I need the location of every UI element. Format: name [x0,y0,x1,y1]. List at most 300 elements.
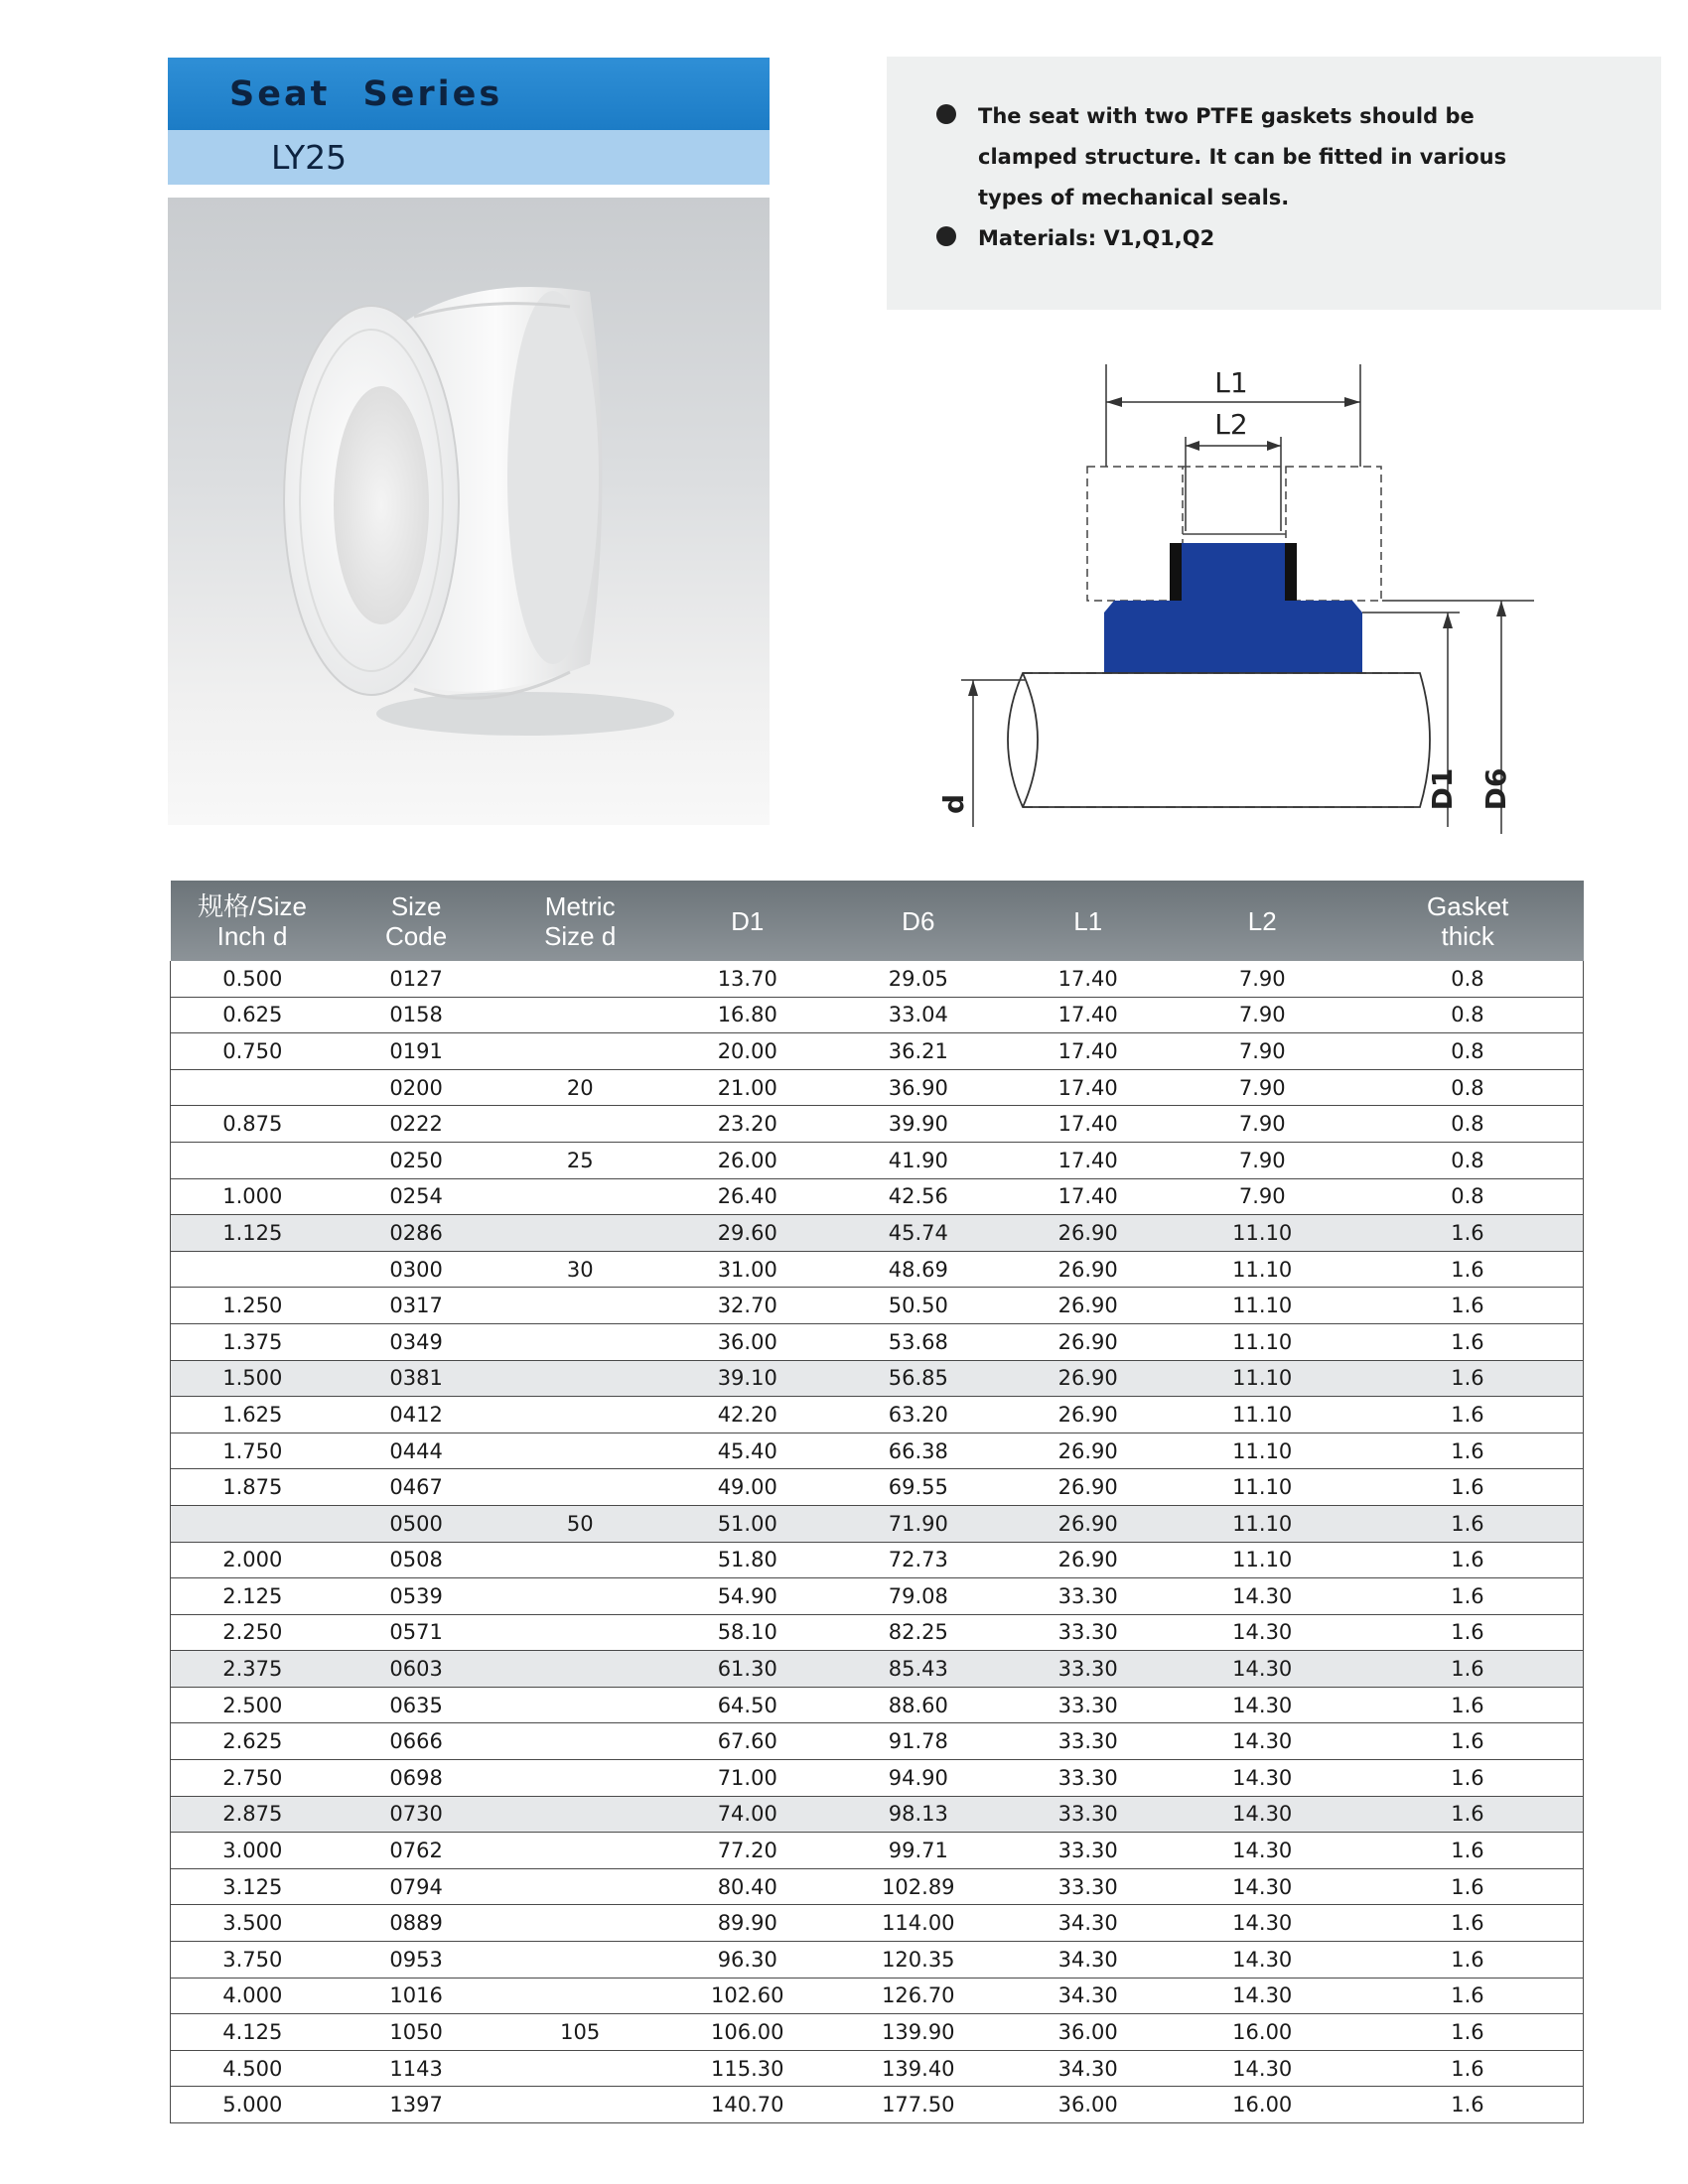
cell-d1: 96.30 [662,1942,833,1979]
cell-metric-size [498,2087,662,2123]
arrow-icon [1344,397,1360,407]
header-line: Inch d [216,920,288,951]
cell-size-code: 0730 [335,1796,498,1833]
cell-gasket-thick: 1.6 [1352,1360,1584,1397]
cell-l1: 33.30 [1004,1614,1173,1651]
table-row [171,1760,1584,1797]
cell-d1: 23.20 [662,1106,833,1143]
cell-l2: 14.30 [1173,1614,1352,1651]
cell-size-code: 0571 [335,1614,498,1651]
product-photo [168,198,770,825]
cell-inch-size: 3.750 [171,1942,335,1979]
cell-d1: 140.70 [662,2087,833,2123]
cell-inch-size: 4.125 [171,2014,335,2051]
cell-l2: 11.10 [1173,1397,1352,1433]
cell-d6: 139.40 [833,2050,1004,2087]
cell-d1: 67.60 [662,1723,833,1760]
cell-l2: 11.10 [1173,1251,1352,1288]
cell-l2: 7.90 [1173,961,1352,997]
cell-d1: 36.00 [662,1323,833,1360]
cell-inch-size: 0.875 [171,1106,335,1143]
series-banner [168,58,770,185]
cell-size-code: 0508 [335,1542,498,1578]
cell-metric-size: 105 [498,2014,662,2051]
cell-gasket-thick: 0.8 [1352,1106,1584,1143]
table-row [171,1833,1584,1869]
header-line: Size d [544,920,617,951]
arrow-icon [1496,601,1506,616]
cell-size-code: 0603 [335,1651,498,1688]
cell-d6: 94.90 [833,1760,1004,1797]
table-row [171,1505,1584,1542]
cell-gasket-thick: 1.6 [1352,1833,1584,1869]
cross-section-svg [933,352,1549,849]
cell-d1: 39.10 [662,1360,833,1397]
cell-metric-size: 50 [498,1505,662,1542]
cell-inch-size: 2.875 [171,1796,335,1833]
cell-size-code: 0467 [335,1469,498,1506]
description-item [936,96,1661,218]
cell-size-code: 1143 [335,2050,498,2087]
cell-l1: 26.90 [1004,1251,1173,1288]
series-title-bar [168,58,770,130]
arrow-icon [968,680,978,696]
arrow-icon [1106,397,1122,407]
cell-d1: 74.00 [662,1796,833,1833]
cell-inch-size: 1.000 [171,1178,335,1215]
header-d1: D1 [662,881,833,961]
cell-l2: 11.10 [1173,1323,1352,1360]
table-row [171,961,1584,997]
cell-d1: 13.70 [662,961,833,997]
cell-d6: 36.21 [833,1033,1004,1070]
cell-d1: 45.40 [662,1433,833,1469]
cell-d1: 51.80 [662,1542,833,1578]
cell-gasket-thick: 1.6 [1352,1942,1584,1979]
cell-d6: 41.90 [833,1142,1004,1178]
cell-inch-size: 3.000 [171,1833,335,1869]
cell-gasket-thick: 0.8 [1352,1178,1584,1215]
cell-gasket-thick: 1.6 [1352,1251,1584,1288]
cell-size-code: 0635 [335,1687,498,1723]
cell-size-code: 0794 [335,1868,498,1905]
cell-metric-size [498,1323,662,1360]
cell-inch-size [171,1505,335,1542]
header-l2: L2 [1173,881,1352,961]
cell-l1: 17.40 [1004,997,1173,1033]
cell-size-code: 0381 [335,1360,498,1397]
cell-inch-size: 2.625 [171,1723,335,1760]
cell-gasket-thick: 1.6 [1352,1614,1584,1651]
cell-d6: 99.71 [833,1833,1004,1869]
cell-metric-size [498,1215,662,1252]
cell-d6: 91.78 [833,1723,1004,1760]
cell-gasket-thick: 1.6 [1352,1505,1584,1542]
cell-metric-size [498,1178,662,1215]
header-line: Size [390,890,442,921]
cell-gasket-thick: 1.6 [1352,1796,1584,1833]
model-name: LY25 [271,138,348,177]
cell-l1: 34.30 [1004,1978,1173,2014]
table-body [171,961,1584,2123]
description-item [936,218,1661,259]
table-row [171,1978,1584,2014]
cell-l1: 26.90 [1004,1323,1173,1360]
cell-d6: 79.08 [833,1578,1004,1615]
cell-metric-size [498,1106,662,1143]
cell-d1: 49.00 [662,1469,833,1506]
cell-inch-size: 1.250 [171,1288,335,1324]
table-row [171,1687,1584,1723]
cell-gasket-thick: 1.6 [1352,1288,1584,1324]
cell-size-code: 0127 [335,961,498,997]
cell-l1: 33.30 [1004,1868,1173,1905]
cell-l2: 16.00 [1173,2014,1352,2051]
cell-gasket-thick: 1.6 [1352,2014,1584,2051]
header-line: Gasket [1427,890,1509,921]
cell-size-code: 0762 [335,1833,498,1869]
table-row [171,1796,1584,1833]
cell-inch-size: 0.500 [171,961,335,997]
cell-l2: 7.90 [1173,1178,1352,1215]
cell-d1: 26.40 [662,1178,833,1215]
cell-inch-size: 2.375 [171,1651,335,1688]
cell-metric-size [498,1978,662,2014]
cell-gasket-thick: 0.8 [1352,997,1584,1033]
cell-gasket-thick: 1.6 [1352,1723,1584,1760]
cell-l1: 26.90 [1004,1505,1173,1542]
cell-l2: 14.30 [1173,2050,1352,2087]
seat-body [1104,543,1362,673]
bullet-icon [936,226,956,246]
cell-l2: 7.90 [1173,1033,1352,1070]
cell-l1: 26.90 [1004,1469,1173,1506]
table-row [171,2050,1584,2087]
cell-metric-size [498,1833,662,1869]
cell-size-code: 0317 [335,1288,498,1324]
cell-l2: 11.10 [1173,1469,1352,1506]
cell-gasket-thick: 0.8 [1352,1033,1584,1070]
table-row [171,1142,1584,1178]
cell-inch-size: 2.500 [171,1687,335,1723]
cell-l2: 14.30 [1173,1723,1352,1760]
cell-d1: 64.50 [662,1687,833,1723]
table-row [171,1651,1584,1688]
cell-size-code: 0254 [335,1178,498,1215]
table-row [171,1433,1584,1469]
cell-l1: 26.90 [1004,1215,1173,1252]
header-line: thick [1441,920,1494,951]
cell-inch-size: 0.625 [171,997,335,1033]
cell-l2: 7.90 [1173,1069,1352,1106]
cell-d1: 26.00 [662,1142,833,1178]
cell-inch-size: 2.125 [171,1578,335,1615]
cell-l2: 16.00 [1173,2087,1352,2123]
cell-inch-size: 2.000 [171,1542,335,1578]
cell-metric-size [498,1723,662,1760]
cell-l2: 7.90 [1173,1142,1352,1178]
cell-d1: 51.00 [662,1505,833,1542]
cell-gasket-thick: 1.6 [1352,1542,1584,1578]
cell-l1: 33.30 [1004,1796,1173,1833]
gasket-right [1285,543,1297,601]
cell-size-code: 0191 [335,1033,498,1070]
cell-gasket-thick: 1.6 [1352,1323,1584,1360]
cell-l1: 34.30 [1004,1905,1173,1942]
materials-text: Materials: V1,Q1,Q2 [978,226,1215,250]
cell-l2: 14.30 [1173,1942,1352,1979]
cell-d1: 80.40 [662,1868,833,1905]
cell-d1: 42.20 [662,1397,833,1433]
series-title: Seat Series [229,73,503,114]
cell-gasket-thick: 1.6 [1352,1868,1584,1905]
l1-label: L1 [1214,366,1248,399]
cell-l1: 17.40 [1004,1069,1173,1106]
table-row [171,2014,1584,2051]
cell-l2: 11.10 [1173,1288,1352,1324]
cell-d6: 42.56 [833,1178,1004,1215]
cell-d1: 21.00 [662,1069,833,1106]
cell-metric-size [498,2050,662,2087]
cell-metric-size [498,1578,662,1615]
cell-d1: 29.60 [662,1215,833,1252]
cell-metric-size [498,1542,662,1578]
table-row [171,1868,1584,1905]
cell-size-code: 0500 [335,1505,498,1542]
cell-metric-size [498,1687,662,1723]
cell-inch-size: 1.125 [171,1215,335,1252]
cross-section-diagram [933,352,1549,854]
cell-l2: 14.30 [1173,1651,1352,1688]
cell-gasket-thick: 1.6 [1352,1651,1584,1688]
table-row [171,1288,1584,1324]
cell-gasket-thick: 1.6 [1352,1469,1584,1506]
table-row [171,997,1584,1033]
cell-metric-size [498,1397,662,1433]
cell-size-code: 1397 [335,2087,498,2123]
cell-size-code: 1050 [335,2014,498,2051]
cell-inch-size: 3.500 [171,1905,335,1942]
cell-d6: 71.90 [833,1505,1004,1542]
cell-inch-size: 2.250 [171,1614,335,1651]
d6-label: D6 [1479,767,1512,811]
cell-size-code: 0286 [335,1215,498,1252]
header-size-code [335,881,498,961]
header-gasket-thick [1352,881,1584,961]
cell-metric-size [498,1760,662,1797]
cell-l2: 11.10 [1173,1542,1352,1578]
table-row [171,1469,1584,1506]
seat-ring-illustration [168,198,770,825]
cell-inch-size [171,1069,335,1106]
cell-l1: 33.30 [1004,1760,1173,1797]
table-row [171,1905,1584,1942]
cell-inch-size: 1.750 [171,1433,335,1469]
bullet-icon [936,104,956,124]
cell-size-code: 0158 [335,997,498,1033]
cell-metric-size [498,1288,662,1324]
cell-metric-size: 20 [498,1069,662,1106]
cell-d1: 89.90 [662,1905,833,1942]
cell-inch-size: 4.000 [171,1978,335,2014]
header-inch-size [171,881,335,961]
d1-label: D1 [1426,767,1459,811]
header-metric-size [498,881,662,961]
header-line: 规格/Size [198,890,307,921]
cell-d6: 63.20 [833,1397,1004,1433]
cell-l1: 26.90 [1004,1542,1173,1578]
cell-size-code: 0953 [335,1942,498,1979]
cell-gasket-thick: 1.6 [1352,1905,1584,1942]
d-label: d [937,793,970,815]
cell-size-code: 0300 [335,1251,498,1288]
cell-l1: 34.30 [1004,1942,1173,1979]
model-bar [168,130,770,185]
dimensions-table-container [170,881,1584,2123]
cell-gasket-thick: 1.6 [1352,1978,1584,2014]
cell-size-code: 0444 [335,1433,498,1469]
cell-size-code: 0412 [335,1397,498,1433]
cell-l1: 17.40 [1004,1033,1173,1070]
cell-l2: 14.30 [1173,1978,1352,2014]
cell-l1: 33.30 [1004,1833,1173,1869]
cell-d1: 32.70 [662,1288,833,1324]
cell-d6: 88.60 [833,1687,1004,1723]
cell-gasket-thick: 0.8 [1352,1069,1584,1106]
gland-left-dashed [1087,467,1183,601]
cell-l1: 17.40 [1004,961,1173,997]
cell-size-code: 1016 [335,1978,498,2014]
cell-d6: 39.90 [833,1106,1004,1143]
table-row [171,2087,1584,2123]
cell-l2: 11.10 [1173,1505,1352,1542]
cell-inch-size: 1.500 [171,1360,335,1397]
header-d6: D6 [833,881,1004,961]
cell-size-code: 0349 [335,1323,498,1360]
cell-l1: 26.90 [1004,1397,1173,1433]
cell-l2: 14.30 [1173,1905,1352,1942]
cell-metric-size [498,961,662,997]
cell-metric-size [498,1360,662,1397]
cell-l1: 33.30 [1004,1723,1173,1760]
cell-d6: 82.25 [833,1614,1004,1651]
cell-d6: 85.43 [833,1651,1004,1688]
shaft [1008,673,1430,807]
cell-metric-size [498,1942,662,1979]
cell-l2: 7.90 [1173,1106,1352,1143]
cell-d6: 56.85 [833,1360,1004,1397]
cell-gasket-thick: 1.6 [1352,1215,1584,1252]
gland-right-dashed [1286,467,1381,601]
cell-gasket-thick: 1.6 [1352,2087,1584,2123]
cell-inch-size: 1.625 [171,1397,335,1433]
cell-d6: 50.50 [833,1288,1004,1324]
cell-gasket-thick: 1.6 [1352,1760,1584,1797]
l2-label: L2 [1214,408,1248,441]
cell-size-code: 0666 [335,1723,498,1760]
cell-d6: 69.55 [833,1469,1004,1506]
cell-d6: 114.00 [833,1905,1004,1942]
cell-d6: 120.35 [833,1942,1004,1979]
cell-l1: 33.30 [1004,1651,1173,1688]
table-row [171,1033,1584,1070]
cell-l2: 7.90 [1173,997,1352,1033]
cell-inch-size [171,1142,335,1178]
cell-metric-size [498,1469,662,1506]
cell-l2: 11.10 [1173,1360,1352,1397]
cell-size-code: 0698 [335,1760,498,1797]
cell-d1: 102.60 [662,1978,833,2014]
cell-l2: 14.30 [1173,1833,1352,1869]
cell-size-code: 0889 [335,1905,498,1942]
cell-inch-size: 2.750 [171,1760,335,1797]
table-row [171,1397,1584,1433]
cell-l1: 36.00 [1004,2014,1173,2051]
cell-size-code: 0222 [335,1106,498,1143]
cell-size-code: 0200 [335,1069,498,1106]
cell-l1: 33.30 [1004,1578,1173,1615]
cell-l1: 26.90 [1004,1288,1173,1324]
cell-inch-size: 1.875 [171,1469,335,1506]
table-row [171,1069,1584,1106]
cell-metric-size [498,997,662,1033]
cell-d6: 139.90 [833,2014,1004,2051]
cell-l2: 14.30 [1173,1687,1352,1723]
description-text: The seat with two PTFE gaskets should be clamped structure. It can be fitted in various types of mechanical seals. [978,104,1507,209]
cell-gasket-thick: 0.8 [1352,1142,1584,1178]
table-row [171,1578,1584,1615]
cell-d1: 54.90 [662,1578,833,1615]
cell-gasket-thick: 1.6 [1352,1578,1584,1615]
cell-l1: 36.00 [1004,2087,1173,2123]
cell-inch-size: 0.750 [171,1033,335,1070]
cell-metric-size [498,1868,662,1905]
cell-d6: 36.90 [833,1069,1004,1106]
cell-d1: 58.10 [662,1614,833,1651]
cell-metric-size [498,1796,662,1833]
table-row [171,1215,1584,1252]
table-row [171,1106,1584,1143]
cell-l1: 26.90 [1004,1433,1173,1469]
table-row [171,1723,1584,1760]
cell-metric-size [498,1033,662,1070]
table-row [171,1178,1584,1215]
table-row [171,1251,1584,1288]
cell-metric-size [498,1614,662,1651]
cell-l1: 34.30 [1004,2050,1173,2087]
cell-size-code: 0250 [335,1142,498,1178]
table-row [171,1323,1584,1360]
arrow-icon [1186,441,1199,451]
cell-d6: 66.38 [833,1433,1004,1469]
cell-metric-size: 30 [498,1251,662,1288]
cell-gasket-thick: 1.6 [1352,2050,1584,2087]
table-row [171,1614,1584,1651]
header-line: Code [385,920,448,951]
arrow-icon [1443,613,1453,628]
cell-l2: 14.30 [1173,1578,1352,1615]
cell-metric-size: 25 [498,1142,662,1178]
cell-d1: 20.00 [662,1033,833,1070]
cell-d1: 71.00 [662,1760,833,1797]
cell-d6: 177.50 [833,2087,1004,2123]
cell-d6: 72.73 [833,1542,1004,1578]
cell-metric-size [498,1651,662,1688]
cell-d1: 31.00 [662,1251,833,1288]
cell-gasket-thick: 0.8 [1352,961,1584,997]
cell-l1: 17.40 [1004,1142,1173,1178]
arrow-icon [1267,441,1281,451]
